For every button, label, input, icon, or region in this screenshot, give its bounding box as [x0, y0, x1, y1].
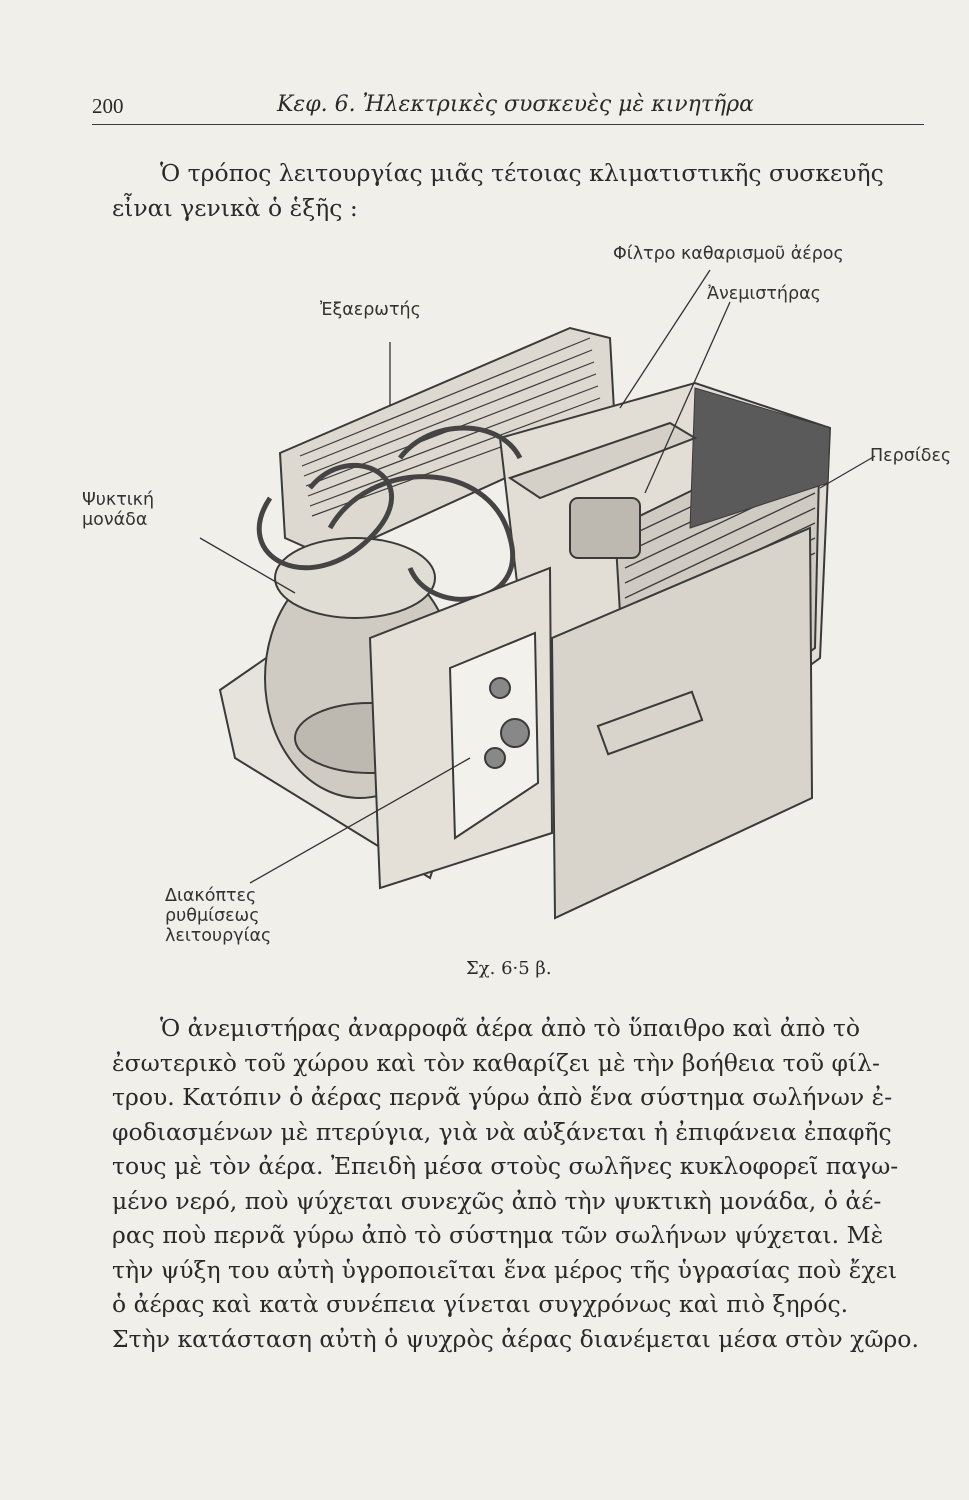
text-line: ἐσωτερικὸ τοῦ χώρου καὶ τὸν καθαρίζει μὲ τὴν βοήθεια τοῦ φίλ-: [112, 1048, 880, 1077]
air-conditioner-figure: [70, 238, 960, 950]
text-line: μένο νερό, ποὺ ψύχεται συνεχῶς ἀπὸ τὴν ψυκτικὴ μονάδα, ὁ ἀέ-: [112, 1186, 882, 1215]
text-line: τὴν ψύξη του αὐτὴ ὑγροποιεῖται ἕνα μέρος τῆς ὑγρασίας ποὺ ἔχει: [112, 1255, 898, 1284]
cooling-unit-label: [82, 490, 154, 530]
switches-label-line: ρυθμίσεως: [165, 906, 260, 926]
fan-label: Ἀνεμιστήρας: [707, 284, 821, 304]
text-line: εἶναι γενικὰ ὁ ἑξῆς :: [112, 193, 358, 222]
body-paragraph: [112, 1011, 946, 1356]
intro-paragraph: [112, 156, 930, 225]
switches-label: [165, 886, 271, 946]
air-conditioner-illustration: [70, 238, 960, 950]
filter-label: Φίλτρο καθαρισμοῦ ἀέρος: [613, 244, 844, 264]
page-header: [92, 88, 922, 122]
text-line: Στὴν κατάσταση αὐτὴ ὁ ψυχρὸς ἀέρας διανέμεται μέσα στὸν χῶρο.: [112, 1324, 919, 1353]
header-rule: [92, 124, 924, 125]
switches-label-line: λειτουργίας: [165, 926, 272, 946]
text-line: ρας ποὺ περνᾶ γύρω ἀπὸ τὸ σύστημα τῶν σωλήνων ψύχεται. Μὲ: [112, 1221, 884, 1249]
evaporator-label: Ἐξαερωτής: [320, 300, 421, 320]
text-line: φοδιασμένων μὲ πτερύγια, γιὰ νὰ αὐξάνεται ἡ ἐπιφάνεια ἐπαφῆς: [112, 1117, 892, 1146]
text-line: Ὁ ἀνεμιστήρας ἀναρροφᾶ ἀέρα ἀπὸ τὸ ὕπαιθρο καὶ ἀπὸ τὸ: [160, 1014, 860, 1042]
switches-label-line: Διακόπτες: [165, 886, 257, 906]
text-line: τους μὲ τὸν ἀέρα. Ἐπειδὴ μέσα στοὺς σωλῆνες κυκλοφορεῖ παγω-: [112, 1152, 899, 1180]
cooling-unit-label-line: μονάδα: [82, 510, 148, 530]
text-line: τρου. Κατόπιν ὁ ἀέρας περνᾶ γύρω ἀπὸ ἕνα σύστημα σωλήνων ἐ-: [112, 1083, 893, 1111]
cooling-unit-label-line: Ψυκτική: [82, 490, 155, 510]
running-head: Κεφ. 6. Ἠλεκτρικὲς συσκευὲς μὲ κινητῆρα: [277, 92, 755, 117]
text-line: ὁ ἀέρας καὶ κατὰ συνέπεια γίνεται συγχρόνως καὶ πιὸ ξηρός.: [112, 1290, 849, 1318]
page-number: 200: [92, 94, 124, 118]
figure-caption: Σχ. 6·5 β.: [466, 958, 552, 979]
louvers-label: Περσίδες: [870, 446, 952, 466]
text-line: Ὁ τρόπος λειτουργίας μιᾶς τέτοιας κλιματιστικῆς συσκευῆς: [160, 159, 884, 187]
